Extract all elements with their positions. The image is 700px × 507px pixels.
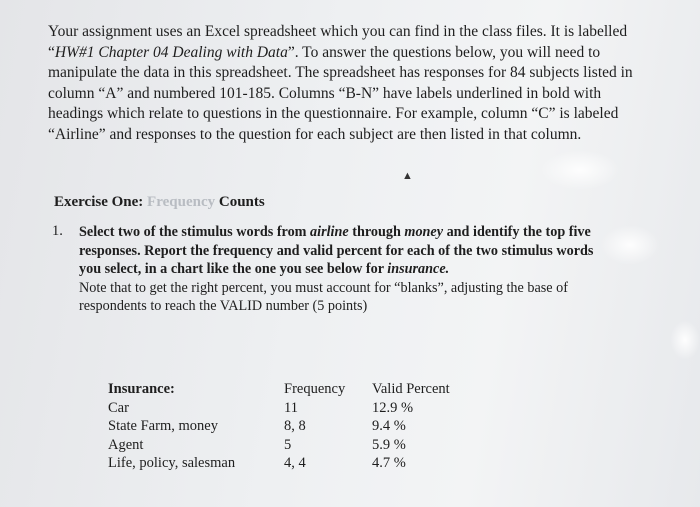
row-frequency: 4, 4 xyxy=(284,455,306,471)
exercise-title-prefix: Exercise One: xyxy=(54,194,148,210)
mouse-cursor-icon: ▲ xyxy=(402,170,413,182)
exercise-title-suffix: Counts xyxy=(215,194,265,210)
question-text-b: through xyxy=(348,224,405,240)
question-text-a: Select two of the stimulus words from xyxy=(79,224,311,240)
row-valid-percent: 9.4 % xyxy=(372,418,406,434)
light-glare xyxy=(670,320,700,360)
word-airline: airline xyxy=(310,224,349,240)
light-glare xyxy=(600,225,660,265)
label-column xyxy=(108,380,235,473)
row-valid-percent: 5.9 % xyxy=(372,436,406,453)
row-label: State Farm, money xyxy=(108,418,218,434)
intro-text-1: Your assignment uses an Excel spreadsheet which you can find in the class files. It is labelled “ xyxy=(48,23,628,61)
question-text-c: and identify the top five responses. Report the frequency and valid percent for each of the two stimulus words you select, in a chart like the one you see below for xyxy=(79,224,594,277)
header-frequency: Frequency xyxy=(284,381,346,397)
row-frequency: 11 xyxy=(284,399,298,416)
exercise-title xyxy=(54,194,265,211)
row-valid-percent: 12.9 % xyxy=(372,399,414,416)
row-label: Life, policy, salesman xyxy=(108,455,236,471)
header-label: Insurance: xyxy=(108,381,175,397)
light-glare xyxy=(540,150,620,190)
question-note: Note that to get the right percent, you must account for “blanks”, adjusting the base of respondents to reach the VALID number (5 points) xyxy=(79,279,568,314)
question-number: 1. xyxy=(52,223,63,239)
intro-text-2: ”. To answer the questions below, you will need to manipulate the data in this spreadsheet. The spreadsheet has responses for 84 subjects listed in column “A” and numbered 101-185. Columns “B-N” have labels underlined in bold with headings which relate to questions in the questionnaire. For example, column “C” is labeled “Airline” and responses to the question for each subject are then listed in that column. xyxy=(48,43,633,143)
header-valid-percent: Valid Percent xyxy=(372,381,450,397)
word-money: money xyxy=(404,224,444,240)
row-label: Agent xyxy=(108,436,144,453)
row-frequency: 5 xyxy=(284,436,292,453)
row-valid-percent: 4.7 % xyxy=(372,455,406,471)
frequency-column xyxy=(284,380,345,473)
intro-paragraph xyxy=(48,22,658,145)
file-name: HW#1 Chapter 04 Dealing with Data xyxy=(54,43,288,61)
question-text xyxy=(79,223,609,316)
word-insurance: insurance. xyxy=(387,261,450,277)
row-frequency: 8, 8 xyxy=(284,418,306,434)
exercise-title-faded: Frequency xyxy=(147,194,216,210)
valid-percent-column xyxy=(372,380,450,473)
row-label: Car xyxy=(108,399,129,416)
